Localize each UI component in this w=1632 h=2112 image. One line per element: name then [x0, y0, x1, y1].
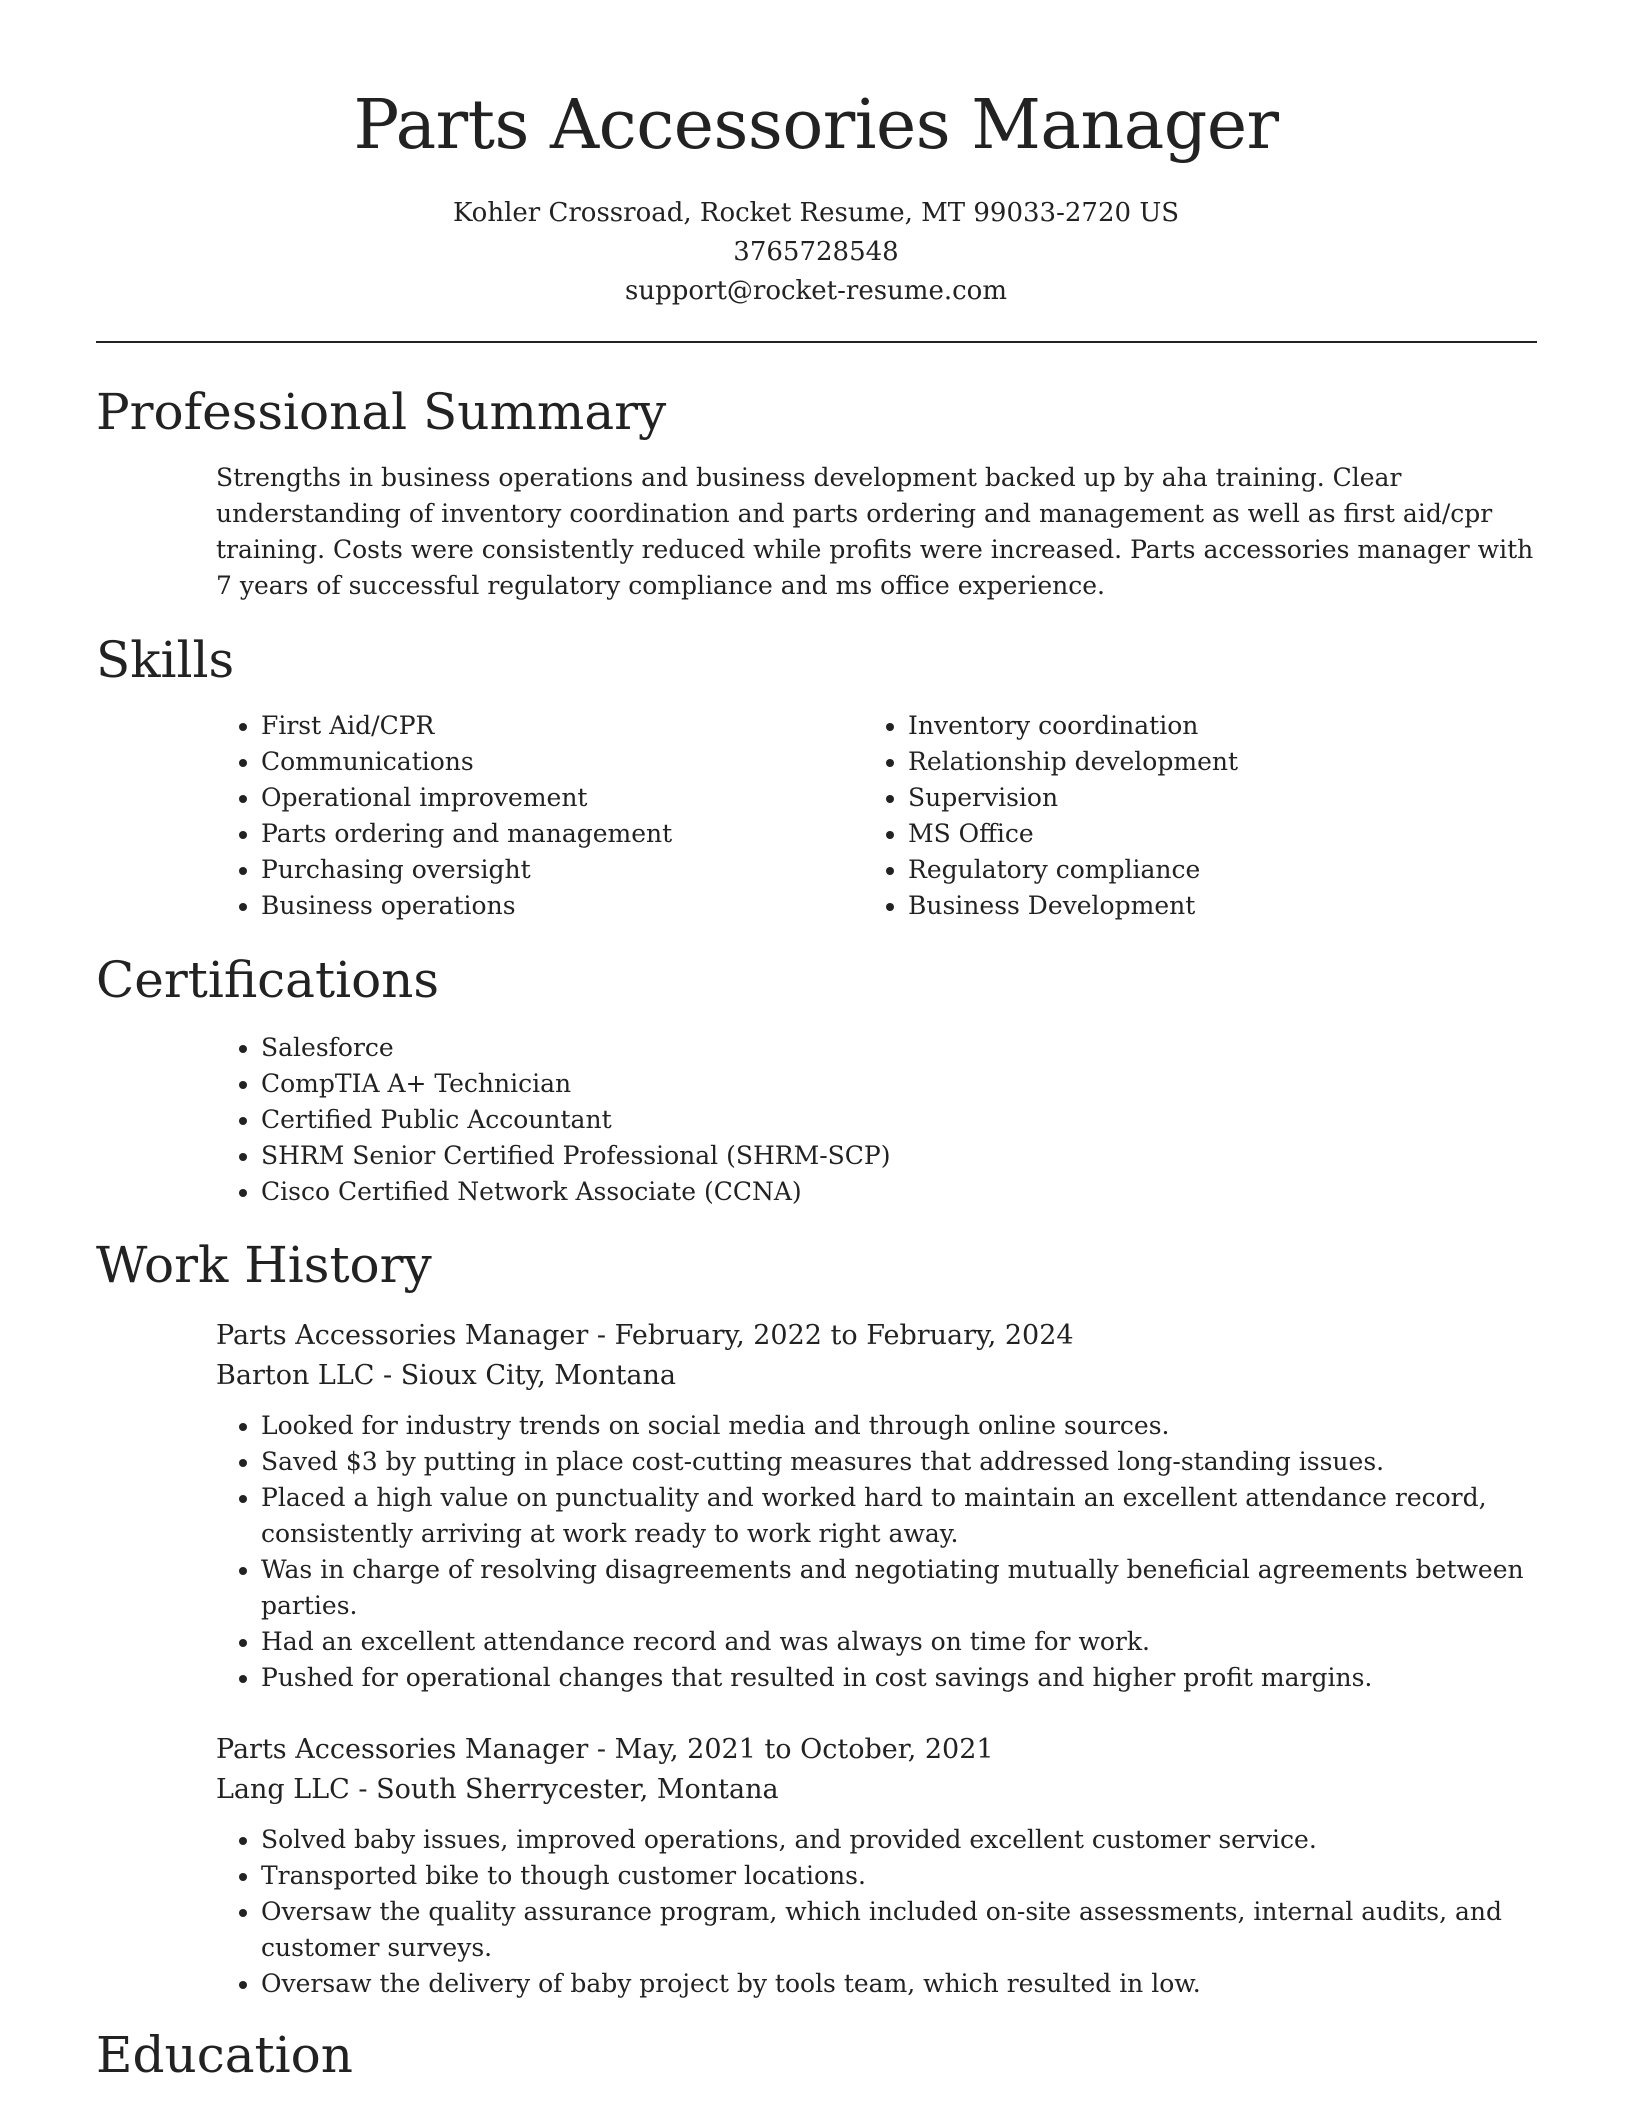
skill-item: • Relationship development [908, 744, 1483, 780]
skill-item: • Business operations [261, 888, 836, 924]
skill-item: • First Aid/CPR [261, 708, 836, 744]
duty-item: • Had an excellent attendance record and was always on time for work. [261, 1624, 1546, 1660]
certifications-list [216, 1030, 1116, 1210]
candidate-name: Parts Accessories Manager [353, 86, 1279, 165]
skill-item: • Communications [261, 744, 836, 780]
section-title-work-history: Work History [96, 1236, 432, 1294]
section-title-certifications: Certifications [96, 951, 440, 1009]
job-entry [216, 1730, 1546, 2002]
section-title-summary: Professional Summary [96, 383, 667, 441]
skills-column-right [863, 708, 1483, 924]
section-title-skills: Skills [96, 631, 235, 689]
certification-item: • Cisco Certified Network Associate (CCNA) [261, 1174, 1116, 1210]
contact-phone: 3765728548 [733, 237, 899, 267]
skills-list-right [863, 708, 1483, 924]
duty-item: • Saved $3 by putting in place cost-cutting measures that addressed long-standing issues. [261, 1444, 1546, 1480]
resume-header [0, 0, 1632, 311]
certification-item: • CompTIA A+ Technician [261, 1066, 1116, 1102]
skill-item: • Parts ordering and management [261, 816, 836, 852]
duty-item: • Oversaw the delivery of baby project by tools team, which resulted in low. [261, 1966, 1546, 2002]
skills-list-left [216, 708, 836, 924]
skill-item: • Business Development [908, 888, 1483, 924]
duty-item: • Pushed for operational changes that resulted in cost savings and higher profit margins. [261, 1660, 1546, 1696]
skill-item: • MS Office [908, 816, 1483, 852]
skill-item: • Operational improvement [261, 780, 836, 816]
skill-item: • Purchasing oversight [261, 852, 836, 888]
contact-email: support@rocket-resume.com [624, 276, 1007, 306]
job-title: Parts Accessories Manager - February, 2022 to February, 2024 [216, 1320, 1074, 1351]
skill-item: • Inventory coordination [908, 708, 1483, 744]
job-entry [216, 1316, 1546, 1696]
section-title-education: Education [96, 2026, 353, 2084]
skill-item: • Supervision [908, 780, 1483, 816]
skill-item: • Regulatory compliance [908, 852, 1483, 888]
header-divider [96, 341, 1537, 343]
duty-item: • Looked for industry trends on social media and through online sources. [261, 1408, 1546, 1444]
job-duties [216, 1822, 1546, 2002]
job-company: Barton LLC - Sioux City, Montana [216, 1360, 677, 1391]
job-title: Parts Accessories Manager - May, 2021 to October, 2021 [216, 1734, 994, 1765]
job-duties [216, 1408, 1546, 1696]
job-company: Lang LLC - South Sherrycester, Montana [216, 1774, 779, 1805]
certification-item: • Certified Public Accountant [261, 1102, 1116, 1138]
duty-item: • Transported bike to though customer locations. [261, 1858, 1546, 1894]
contact-info [0, 194, 1632, 311]
contact-address: Kohler Crossroad, Rocket Resume, MT 99033-2720 US [452, 198, 1180, 228]
skills-column-left [216, 708, 836, 924]
certification-item: • Salesforce [261, 1030, 1116, 1066]
duty-item: • Solved baby issues, improved operations, and provided excellent customer service. [261, 1822, 1546, 1858]
duty-item: • Oversaw the quality assurance program, which included on-site assessments, internal audits, and customer surveys. [261, 1894, 1546, 1966]
duty-item: • Placed a high value on punctuality and worked hard to maintain an excellent attendance record, consistently arriving at work ready to work right away. [261, 1480, 1546, 1552]
duty-item: • Was in charge of resolving disagreements and negotiating mutually beneficial agreements between parties. [261, 1552, 1546, 1624]
summary-text: Strengths in business operations and business development backed up by aha training. Clear understanding of inventory coordination and parts ordering and management as well as first aid/cpr training. Costs were consistently reduced while profits were increased. Parts accessories manager with 7 years of successful regulatory compliance and ms office experience. [216, 463, 1534, 600]
certification-item: • SHRM Senior Certified Professional (SHRM-SCP) [261, 1138, 1116, 1174]
